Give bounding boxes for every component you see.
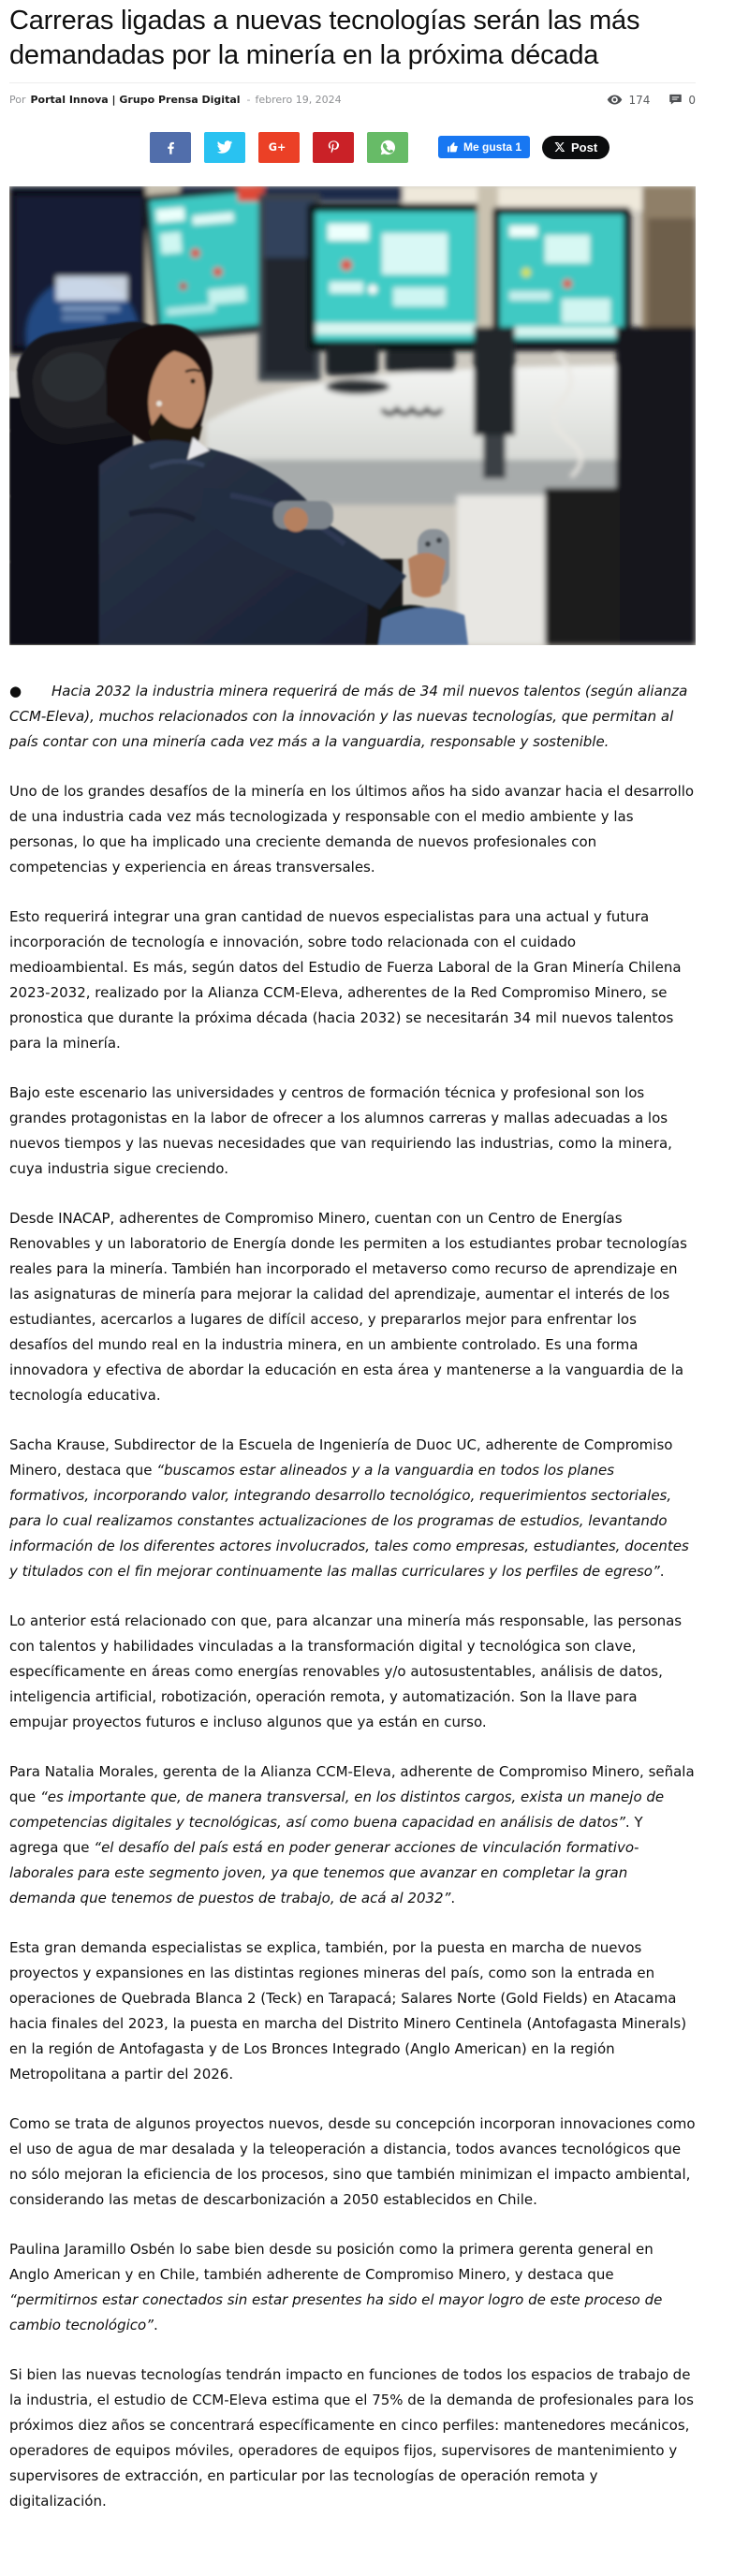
comment-icon <box>668 93 683 107</box>
paragraph-text: Lo anterior está relacionado con que, para alcanzar una minería más responsable, las personas con talentos y habilidades vinculadas a la transformación digital y tecnológica son clave, específicamente en áreas como energías renovables y/o autosustentables, análisis de datos, inteligencia artificial, robotización, operación remota, y automatización. Son la llave para empujar proyectos futuros e incluso algunos que ya están en curso. <box>9 1612 683 1730</box>
paragraph-text: Uno de los grandes desafíos de la minería en los últimos años ha sido avanzar hacia el desarrollo de una industria cada vez más tecnologizada y responsable con el medio ambiente y las personas, lo que ha implicado una creciente demanda de nuevos profesionales con competencias y experiencia en áreas transversales. <box>9 783 695 876</box>
article-paragraph <box>9 2112 696 2213</box>
bullet-icon: ● <box>9 683 22 699</box>
paragraph-text: Esta gran demanda especialistas se explica, también, por la puesta en marcha de nuevos proyectos y expansiones en las distintas regiones mineras del país, como son la entrada en operaciones de Quebrada Blanca 2 (Teck) en Tarapacá; Salares Norte (Gold Fields) en Atacama hacia finales del 2023, la puesta en marcha del Distrito Minero Centinela (Antofagasta Minerals) en la región de Antofagasta y de Los Bronces Integrado (Anglo American) en la región Metropolitana a partir del 2026. <box>9 1939 687 2083</box>
paragraph-text: “el desafío del país está en poder generar acciones de vinculación formativo-laborales para este segmento joven, ya que tenemos que avanzar en completar la gran demanda que tenemos de puestos de trabajo, de acá al 2032” <box>9 1839 639 1906</box>
publish-date: febrero 19, 2024 <box>255 94 342 106</box>
article-paragraph <box>9 1609 696 1735</box>
pinterest-icon <box>326 140 342 155</box>
svg-text:G+: G+ <box>268 141 286 154</box>
byline <box>9 82 696 117</box>
paragraph-text: Paulina Jaramillo Osbén lo sabe bien desde su posición como la primera gerenta general en Anglo American y en Chile, también adherente de Compromiso Minero, y destaca que <box>9 2241 654 2283</box>
author-link[interactable]: Portal Innova | Grupo Prensa Digital <box>30 94 241 106</box>
byline-prefix: Por <box>9 94 26 106</box>
views-count: 174 <box>628 93 651 107</box>
article-paragraph <box>9 1433 696 1584</box>
share-row <box>150 128 696 166</box>
paragraph-text: “es importante que, de manera transversal, en los distintos cargos, exista un manejo de competencias digitales y tecnológicas, así como buena capacidad en análisis de datos” <box>9 1788 665 1831</box>
article-paragraph <box>9 2237 696 2338</box>
article-paragraph <box>9 779 696 880</box>
article-paragraph <box>9 2363 696 2514</box>
twitter-share-button[interactable] <box>204 132 245 163</box>
paragraph-text: . Y agrega que <box>9 1814 643 1856</box>
googleplus-share-button[interactable] <box>258 132 300 163</box>
article-paragraph <box>9 1081 696 1182</box>
article-body <box>9 679 696 2514</box>
paragraph-text: Esto requerirá integrar una gran cantidad de nuevos especialistas para una actual y futura incorporación de tecnología e innovación, sobre todo relacionada con el cuidado medioambiental. Es más, según datos del Estudio de Fuerza Laboral de la Gran Minería Chilena 2023-2032, realizado por la Alianza CCM-Eleva, adherentes de la Red Compromiso Minero, se pronostica que durante la próxima década (hacia 2032) se necesitarán 34 mil nuevos talentos para la minería. <box>9 908 682 1052</box>
paragraph-text: “permitirnos estar conectados sin estar presentes ha sido el mayor logro de este proceso de cambio tecnológico” <box>9 2291 663 2333</box>
article-page <box>0 4 749 2576</box>
article-paragraph <box>9 1936 696 2087</box>
x-post-label: Post <box>571 140 598 155</box>
byline-separator: - <box>246 94 251 106</box>
paragraph-text: Sacha Krause, Subdirector de la Escuela de Ingeniería de Duoc UC, adherente de Compromiso Minero, destaca que <box>9 1436 673 1479</box>
paragraph-text: . <box>153 2317 158 2333</box>
paragraph-text: Hacia 2032 la industria minera requerirá de más de 34 mil nuevos talentos (según alianza CCM-Eleva), muchos relacionados con la innovación y las nuevas tecnologías, que permitan al país contar con una minería cada vez más a la vanguardia, responsable y sostenible. <box>9 683 688 750</box>
whatsapp-share-button[interactable] <box>367 132 408 163</box>
control-room-photo-illustration <box>9 186 696 645</box>
article-photo <box>9 186 696 645</box>
googleplus-icon <box>268 140 290 155</box>
facebook-share-button[interactable] <box>150 132 191 163</box>
x-post-button[interactable] <box>542 136 609 159</box>
thumbs-up-icon <box>447 141 459 154</box>
paragraph-text: Para Natalia Morales, gerenta de la Alianza CCM-Eleva, adherente de Compromiso Minero, señala que <box>9 1763 695 1805</box>
paragraph-text: . <box>659 1563 665 1580</box>
paragraph-text: “buscamos estar alineados y a la vanguardia en todos los planes formativos, incorporando valor, integrando desarrollo tecnológico, requerimientos sectoriales, para lo cual realizamos constantes actualizaciones de los programas de estudios, levantando información de los diferentes actores involucrados, tales como empresas, estudiantes, docentes y titulados con el fin mejorar continuamente las mallas curriculares y los perfiles de egreso” <box>9 1462 689 1580</box>
article-paragraph <box>9 1759 696 1911</box>
twitter-icon <box>216 139 233 155</box>
paragraph-text: Si bien las nuevas tecnologías tendrán impacto en funciones de todos los espacios de trabajo de la industria, el estudio de CCM-Eleva estima que el 75% de la demanda de profesionales para los próximos diez años se concentrará específicamente en cinco perfiles: mantenedores mecánicos, operadores de equipos móviles, operadores de equipos fijos, supervisores de mantenimiento y supervisores de extracción, en particular por las tecnologías de operación remota y digitalización. <box>9 2366 694 2510</box>
like-button-label: Me gusta 1 <box>463 140 522 154</box>
page-title: Carreras ligadas a nuevas tecnologías serán las más demandadas por la minería en la próxima década <box>9 6 640 70</box>
facebook-icon <box>163 140 179 155</box>
paragraph-text: Bajo este escenario las universidades y centros de formación técnica y profesional son los grandes protagonistas en la labor de ofrecer a los alumnos carreras y mallas adecuadas a los nuevos tiempos y las nuevas necesidades que van requiriendo las industrias, como la minera, cuya industria sigue creciendo. <box>9 1084 672 1177</box>
eye-icon <box>607 92 623 108</box>
article-paragraph <box>9 905 696 1056</box>
comments-count: 0 <box>688 93 696 107</box>
article-paragraph <box>9 679 696 755</box>
pinterest-share-button[interactable] <box>313 132 354 163</box>
whatsapp-icon <box>379 139 397 156</box>
x-logo-icon <box>554 141 565 153</box>
share-buttons <box>150 132 408 163</box>
article-paragraph <box>9 1206 696 1408</box>
paragraph-text: Desde INACAP, adherentes de Compromiso Minero, cuentan con un Centro de Energías Renovables y un laboratorio de Energía donde les permiten a los estudiantes probar tecnologías reales para la minería. También han incorporado el metaverso como recurso de aprendizaje en las asignaturas de minería para mejorar la calidad del aprendizaje, aumentar el interés de los estudiantes, acercarlos a lugares de difícil acceso, y prepararlos mejor para enfrentar los desafíos del mundo real en la industria minera, en un ambiente controlado. Es una forma innovadora y efectiva de abordar la educación en esta área y mantenerse a la vanguardia de la tecnología educativa. <box>9 1210 687 1404</box>
paragraph-text: Como se trata de algunos proyectos nuevos, desde su concepción incorporan innovaciones como el uso de agua de mar desalada y la teleoperación a distancia, todos avances tecnológicos que no sólo mejoran la eficiencia de los procesos, sino que también minimizan el impacto ambiental, considerando las metas de descarbonización a 2050 establecidos en Chile. <box>9 2115 696 2208</box>
paragraph-text: . <box>450 1890 456 1906</box>
facebook-like-button[interactable] <box>438 136 530 158</box>
